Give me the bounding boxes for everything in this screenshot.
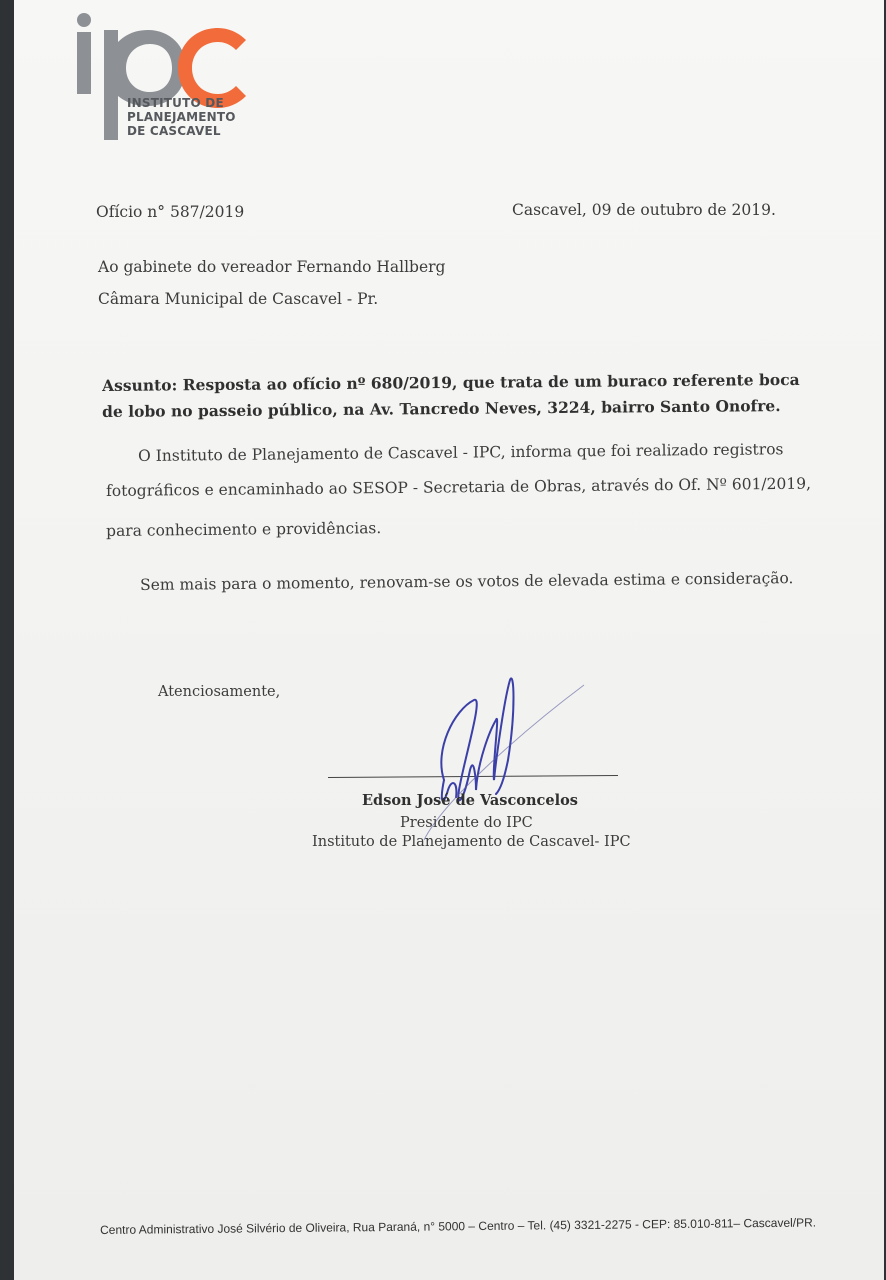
body-p1-line-3: para conhecimento e providências. (106, 519, 382, 540)
body-p1-line-2: fotográficos e encaminhado ao SESOP - Secretaria de Obras, através do Of. Nº 601/2019, (106, 474, 812, 500)
letter-page (14, 0, 884, 1280)
recipient-line-1: Ao gabinete do vereador Fernando Hallberg (98, 258, 446, 276)
logo-i-stem (77, 32, 91, 94)
subject-line-1: Assunto: Resposta ao ofício nº 680/2019, que trata de um buraco referente boca (102, 369, 800, 395)
signatory-title: Presidente do IPC (400, 815, 533, 831)
letter-date: Cascavel, 09 de outubro de 2019. (512, 201, 776, 219)
body-p2: Sem mais para o momento, renovam-se os votos de elevada estima e consideração. (140, 569, 794, 594)
signatory-org: Instituto de Planejamento de Cascavel- IPC (312, 834, 631, 850)
subject-line-2: de lobo no passeio público, na Av. Tancredo Neves, 3224, bairro Santo Onofre. (102, 396, 781, 421)
recipient-line-2: Câmara Municipal de Cascavel - Pr. (98, 290, 379, 308)
oficio-number: Ofício n° 587/2019 (96, 203, 245, 221)
closing: Atenciosamente, (158, 684, 281, 700)
logo-line-1: INSTITUTO DE (127, 96, 224, 110)
footer-address: Centro Administrativo José Silvério de Oliveira, Rua Paraná, n° 5000 – Centro – Tel. (45) 3321-2275 - CEP: 85.010-811– Cascavel/PR. (100, 1215, 817, 1237)
logo-text (127, 96, 236, 138)
logo-line-2: PLANEJAMENTO (127, 110, 236, 124)
logo-i-dot (77, 13, 91, 27)
body-p1-line-1: O Instituto de Planejamento de Cascavel - IPC, informa que foi realizado registros (138, 440, 784, 465)
signatory-name: Edson José de Vasconcelos (362, 792, 578, 809)
logo-line-3: DE CASCAVEL (127, 124, 221, 138)
